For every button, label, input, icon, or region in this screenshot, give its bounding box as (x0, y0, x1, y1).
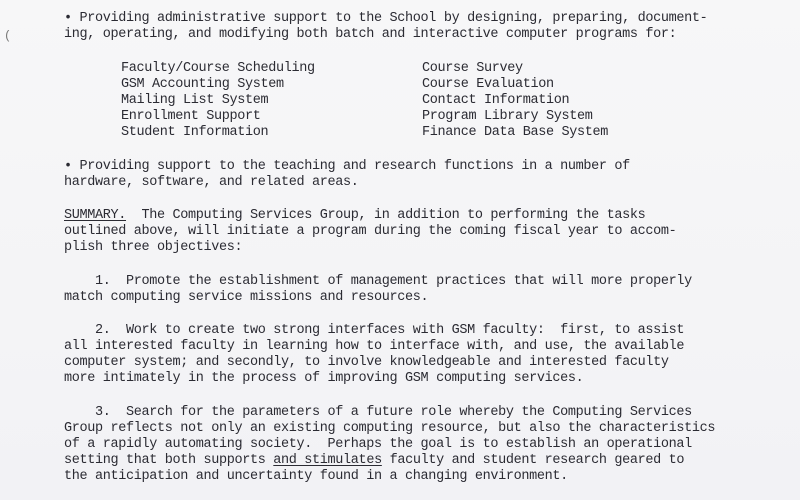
item1-line1: 1. Promote the establishment of management practices that will more properly (64, 274, 692, 289)
item1-line2: match computing service missions and resources. (64, 290, 429, 305)
program-right-2: Course Evaluation (422, 77, 554, 92)
item2-line2: all interested faculty in learning how to interface with, and use, the available (64, 339, 685, 354)
item2-line1: 2. Work to create two strong interfaces with GSM faculty: first, to assist (64, 323, 685, 338)
item3-line1: 3. Search for the parameters of a future role whereby the Computing Services (64, 405, 692, 420)
para1-line2: ing, operating, and modifying both batch and interactive computer programs for: (64, 27, 677, 42)
program-right-3: Contact Information (422, 93, 570, 108)
program-right-5: Finance Data Base System (422, 125, 609, 140)
item3-line5: the anticipation and uncertainty found in a changing environment. (64, 469, 568, 484)
item3-underlined-phrase: and stimulates (273, 453, 382, 468)
item3-line4-a: setting that both supports (64, 453, 274, 468)
program-left-4: Enrollment Support (121, 109, 261, 124)
summary-label: SUMMARY. (64, 208, 127, 223)
item3-line2: Group reflects not only an existing computing resource, but also the characteristics (64, 421, 716, 436)
program-right-4: Program Library System (422, 109, 593, 124)
program-left-3: Mailing List System (121, 93, 269, 108)
para2-line1: • Providing support to the teaching and research functions in a number of (64, 159, 630, 174)
summary-line1-text: The Computing Services Group, in addition to performing the tasks (126, 208, 646, 223)
margin-mark: ( (4, 29, 12, 43)
item3-line4 (64, 453, 684, 469)
item3-line4-b: faculty and student research geared to (381, 453, 685, 468)
item2-line3: computer system; and secondly, to involve knowledgeable and interested faculty (64, 355, 669, 370)
program-right-1: Course Survey (422, 61, 523, 76)
summary-line2: outlined above, will initiate a program during the coming fiscal year to accom- (64, 224, 677, 239)
program-left-1: Faculty/Course Scheduling (121, 61, 315, 76)
para1-line1: • Providing administrative support to the School by designing, preparing, document- (64, 11, 708, 26)
para2-line2: hardware, software, and related areas. (64, 175, 359, 190)
summary-line1 (64, 208, 645, 224)
item2-line4: more intimately in the process of improving GSM computing services. (64, 371, 584, 386)
item3-line3: of a rapidly automating society. Perhaps the goal is to establish an operational (64, 437, 692, 452)
program-left-5: Student Information (121, 125, 269, 140)
program-left-2: GSM Accounting System (121, 77, 284, 92)
summary-line3: plish three objectives: (64, 240, 243, 255)
